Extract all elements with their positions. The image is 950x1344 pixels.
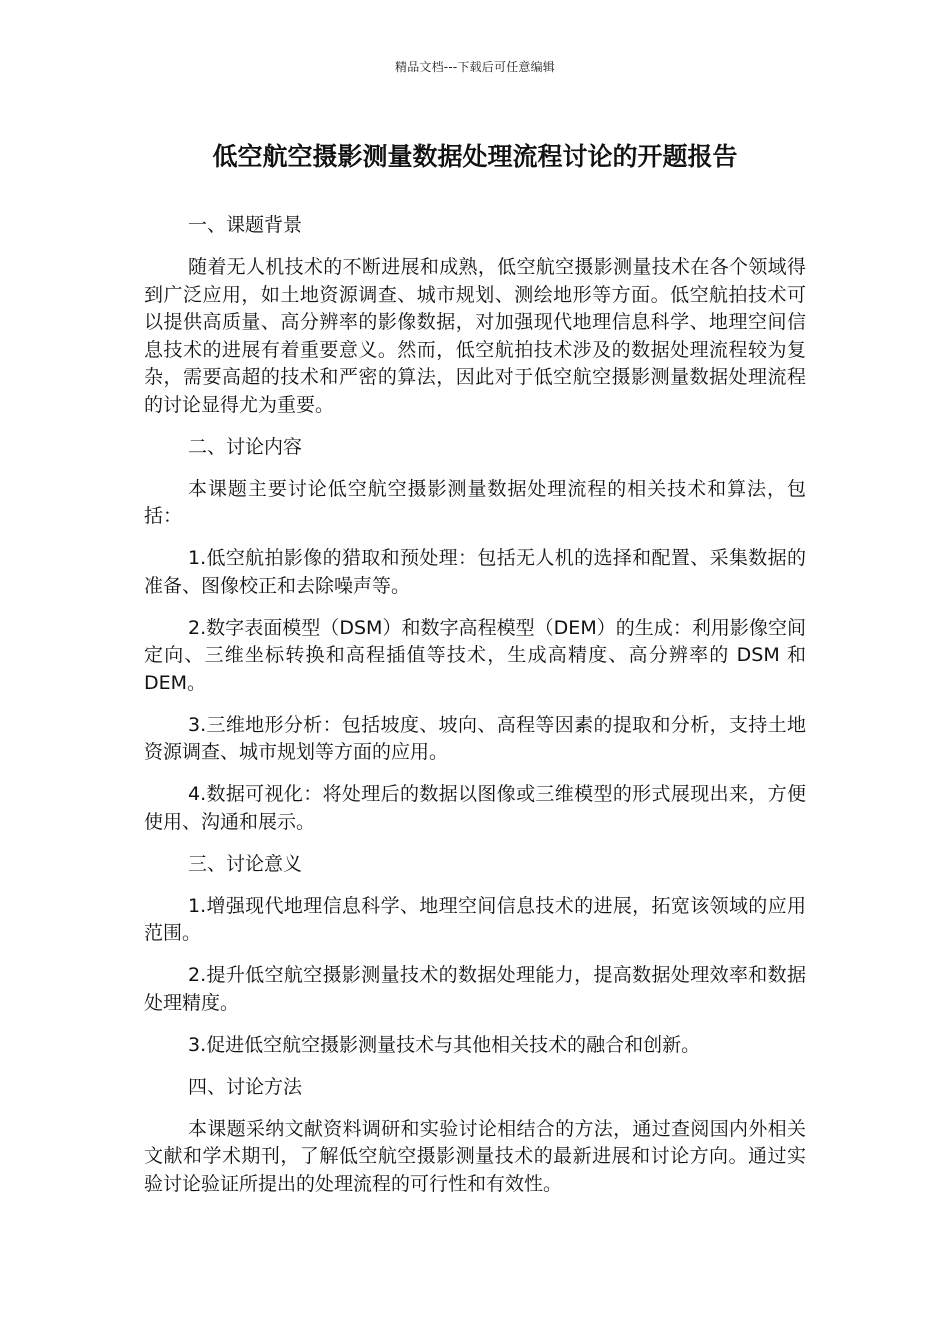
content-intro-paragraph: 本课题主要讨论低空航空摄影测量数据处理流程的相关技术和算法，包括：	[144, 477, 806, 527]
significance-item: 3.促进低空航空摄影测量技术与其他相关技术的融合和创新。	[188, 1033, 701, 1056]
content-item: 4.数据可视化：将处理后的数据以图像或三维模型的形式展现出来，方便使用、沟通和展示。	[144, 783, 806, 833]
background-paragraph: 随着无人机技术的不断进展和成熟，低空航空摄影测量技术在各个领域得到广泛应用，如土地资源调查、城市规划、测绘地形等方面。低空航拍技术可以提供高质量、高分辨率的影像数据，对加强现代地理信息科学、地理空间信息技术的进展有着重要意义。然而，低空航拍技术涉及的数据处理流程较为复杂，需要高超的技术和严密的算法，因此对于低空航空摄影测量数据处理流程的讨论显得尤为重要。	[144, 256, 806, 416]
section-heading-background: 一、课题背景	[188, 214, 303, 236]
document-body	[144, 212, 806, 1213]
significance-item: 1.增强现代地理信息科学、地理空间信息技术的进展，拓宽该领域的应用范围。	[144, 894, 806, 944]
section-heading-significance: 三、讨论意义	[188, 852, 303, 875]
significance-item: 2.提升低空航空摄影测量技术的数据处理能力，提高数据处理效率和数据处理精度。	[144, 964, 806, 1014]
document-title: 低空航空摄影测量数据处理流程讨论的开题报告	[212, 142, 738, 171]
content-item: 2.数字表面模型（DSM）和数字高程模型（DEM）的生成：利用影像空间定向、三维坐标转换和高程插值等技术，生成高精度、高分辨率的 DSM 和 DEM。	[144, 616, 806, 694]
section-heading-content: 二、讨论内容	[188, 435, 303, 458]
method-paragraph: 本课题采纳文献资料调研和实验讨论相结合的方法，通过查阅国内外相关文献和学术期刊，了解低空航空摄影测量技术的最新进展和讨论方向。通过实验讨论验证所提出的处理流程的可行性和有效性。	[144, 1117, 806, 1195]
header-note: 精品文档---下载后可任意编辑	[395, 60, 555, 74]
content-item: 1.低空航拍影像的猎取和预处理：包括无人机的选择和配置、采集数据的准备、图像校正和去除噪声等。	[144, 547, 806, 597]
section-heading-method: 四、讨论方法	[188, 1075, 303, 1098]
content-item: 3.三维地形分析：包括坡度、坡向、高程等因素的提取和分析，支持土地资源调查、城市规划等方面的应用。	[144, 713, 806, 763]
